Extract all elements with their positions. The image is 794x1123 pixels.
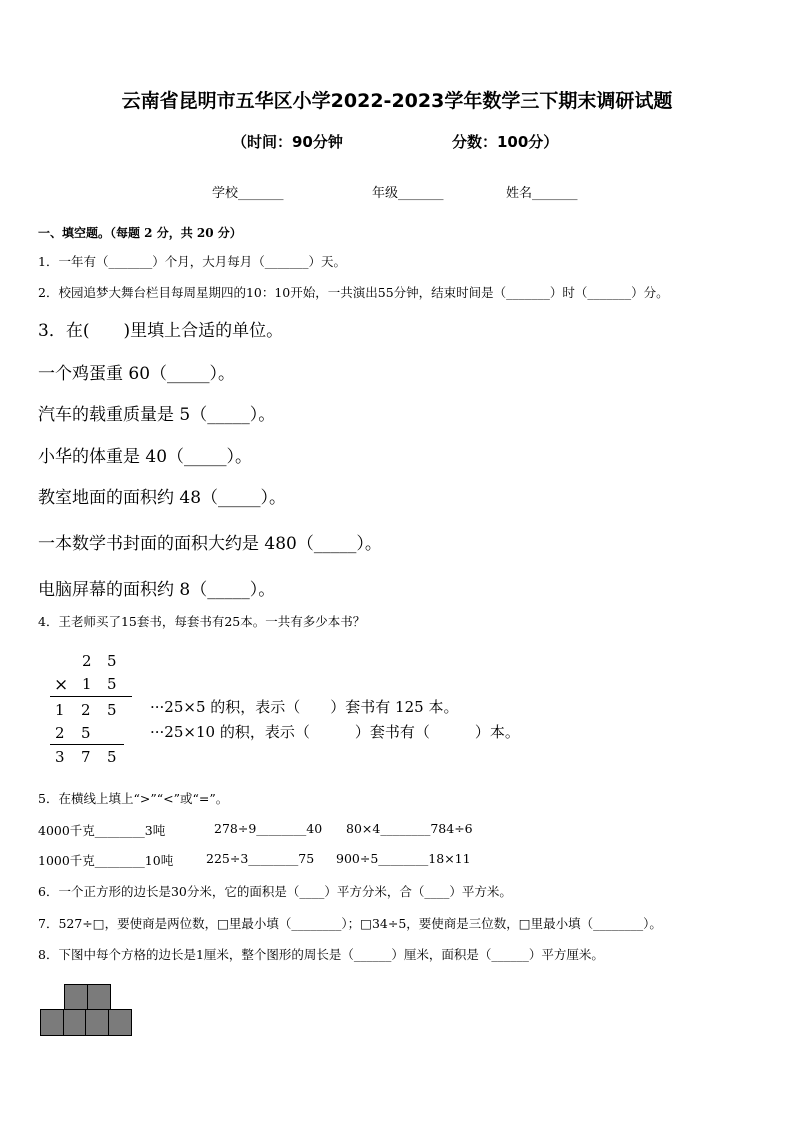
- calc-digit: 1: [82, 675, 92, 693]
- section-heading: 一、填空题。（每题 2 分，共 20 分）: [38, 226, 242, 240]
- compare-item: 1000千克________10吨: [38, 853, 174, 868]
- calc-line: [50, 744, 124, 745]
- calc-digit: 2: [82, 652, 92, 670]
- question-3-item: 汽车的载重质量是 5（_____）。: [38, 405, 276, 425]
- grid-square: [64, 984, 88, 1011]
- calc-digit: 5: [107, 701, 117, 719]
- grid-square: [40, 1009, 64, 1036]
- calc-digit: 7: [81, 748, 91, 766]
- grid-square: [63, 1009, 87, 1036]
- question-3-item: 一本数学书封面的面积大约是 480（_____）。: [38, 534, 382, 554]
- grid-square: [108, 1009, 132, 1036]
- calc-note-1: ···25×5 的积，表示（ ）套书有 125 本。: [150, 698, 459, 716]
- exam-time: （时间：90分钟: [232, 133, 343, 151]
- question-7: 7．527÷□，要使商是两位数，□里最小填（________）；□34÷5，要使商是三位数，□里最小填（________）。: [38, 916, 662, 931]
- question-2: 2．校园追梦大舞台栏目每周星期四的10：10开始，一共演出55分钟，结束时间是（_______）时（_______）分。: [38, 285, 669, 300]
- compare-item: 900÷5________18×11: [336, 851, 471, 866]
- grid-square: [85, 1009, 109, 1036]
- compare-item: 225÷3________75: [206, 851, 315, 866]
- calc-note-2: ···25×10 的积，表示（ ）套书有（ ）本。: [150, 723, 520, 741]
- question-3-item: 教室地面的面积约 48（_____）。: [38, 488, 287, 508]
- grade-field: 年级_______: [372, 186, 444, 201]
- grid-square: [87, 984, 111, 1011]
- calc-digit: 3: [55, 748, 65, 766]
- question-4-stem: 4．王老师买了15套书，每套书有25本。一共有多少本书？: [38, 614, 366, 629]
- question-3-stem: 3．在( )里填上合适的单位。: [38, 321, 284, 341]
- times-sign: ×: [54, 675, 69, 695]
- page-title: 云南省昆明市五华区小学2022-2023学年数学三下期末调研试题: [121, 90, 673, 112]
- compare-item: 4000千克________3吨: [38, 823, 166, 838]
- question-3-item: 一个鸡蛋重 60（_____）。: [38, 364, 236, 384]
- calc-line: [50, 696, 132, 697]
- question-1: 1．一年有（_______）个月，大月每月（_______）天。: [38, 254, 346, 269]
- question-8: 8．下图中每个方格的边长是1厘米，整个图形的周长是（______）厘米，面积是（______）平方厘米。: [38, 947, 604, 962]
- question-3-item: 小华的体重是 40（_____）。: [38, 447, 253, 467]
- calc-digit: 5: [107, 675, 117, 693]
- question-6: 6．一个正方形的边长是30分米，它的面积是（____）平方分米，合（____）平方米。: [38, 884, 512, 899]
- compare-item: 278÷9________40: [214, 821, 323, 836]
- name-field: 姓名_______: [506, 186, 578, 201]
- calc-digit: 5: [81, 724, 91, 742]
- calc-digit: 1: [55, 701, 65, 719]
- exam-score: 分数：100分）: [452, 133, 559, 151]
- question-5-stem: 5．在横线上填上“>”“<”或“=”。: [38, 791, 229, 806]
- calc-digit: 2: [55, 724, 65, 742]
- question-3-item: 电脑屏幕的面积约 8（_____）。: [38, 580, 276, 600]
- calc-digit: 2: [81, 701, 91, 719]
- school-field: 学校_______: [212, 186, 284, 201]
- compare-item: 80×4________784÷6: [346, 821, 473, 836]
- calc-digit: 5: [107, 748, 117, 766]
- calc-digit: 5: [107, 652, 117, 670]
